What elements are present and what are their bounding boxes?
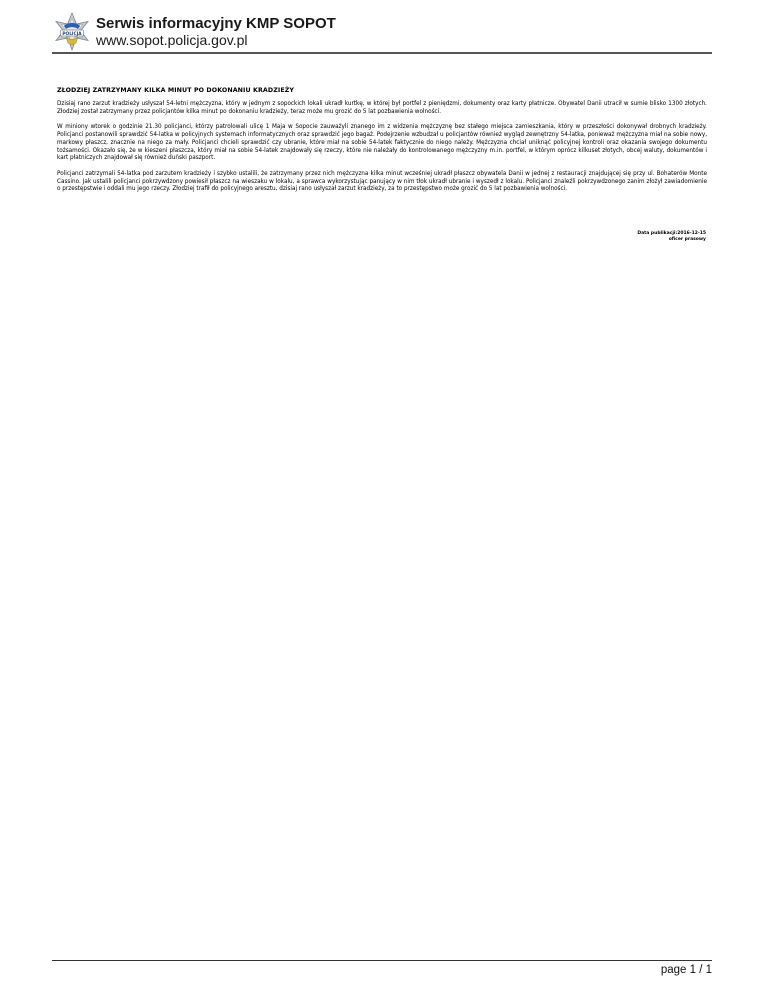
site-header bbox=[52, 12, 712, 52]
header-divider bbox=[52, 52, 712, 54]
publication-meta bbox=[637, 231, 706, 243]
article-paragraph: Policjanci zatrzymali 54-latka pod zarzutem kradzieży i szybko ustalili, że zatrzymany przez nich mężczyzna kilka minut wcześniej ukradł płaszcz obywatela Danii w jednej z restauracji znajdującej się przy ul. Bohaterów Monte Cassino. Jak ustalili policjanci pokrzywdzony powiesił płaszcz na wieszaku w lokalu, a sprawca wykorzystując panujący w nim tłok ukradł ubranie i wyszedł z lokalu. Policjanci znaleźli pokrzywdzonego zanim złożył zawiadomienie o przestępstwie i oddali mu jego rzeczy. Złodziej trafił do policyjnego aresztu, dzisiaj rano usłyszał zarzut kradzieży, za to przestępstwo może grozić do 5 lat pozbawienia wolności. bbox=[57, 170, 707, 193]
site-url[interactable]: www.sopot.policja.gov.pl bbox=[96, 32, 248, 48]
article-title: ZŁODZIEJ ZATRZYMANY KILKA MINUT PO DOKONANIU KRADZIEŻY bbox=[57, 87, 295, 94]
police-star-badge-icon bbox=[52, 12, 92, 52]
svg-text:POLICJA: POLICJA bbox=[62, 31, 82, 37]
footer-divider bbox=[52, 960, 712, 961]
author: oficer prasowy bbox=[668, 237, 706, 242]
article-paragraph: W miniony wtorek o godzinie 21.30 policjanci, którzy patrolowali ulicę 1 Maja w Sopocie zauważyli znanego im z widzenia mężczyznę bez stałego miejsca zamieszkania, który w przeszłości dokonywał drobnych kradzieży. Policjanci postanowili sprawdzić 54-latka w policyjnych systemach informatycznych oraz sprawdzić jego bagaż. Podejrzenie wzbudzał u policjantów również wygląd zewnętrzny 54-latka, ponieważ mężczyzna miał na sobie nowy, markowy płaszcz, znacznie na niego za mały. Policjanci chcieli sprawdzić czy ubranie, które miał na sobie 54-latek faktycznie do niego należy. Mężczyzna chciał uniknąć policyjnej kontroli oraz okazania swojego dokumentu tożsamości. Okazało się, że w kieszeni płaszcza, który miał na sobie 54-latek znajdowały się rzeczy, które nie należały do kontrolowanego mężczyzny m.in. portfel, w którym oprócz kilkuset złotych, obcej waluty, dokumentów i kart płatniczych znajdował się również duński paszport. bbox=[57, 124, 707, 162]
page-number: page 1 / 1 bbox=[660, 964, 712, 976]
article-paragraph: Dzisiaj rano zarzut kradzieży usłyszał 54-letni mężczyzna, który w jednym z sopockich lokali ukradł kurtkę, w której był portfel z pieniędzmi, dokumenty oraz karty płatnicze. Obywatel Danii utracił w sumie blisko 1300 złotych. Złodziej został zatrzymany przez policjantów kilka minut po dokonaniu kradzieży, teraz może mu grozić do 5 lat pozbawienia wolności. bbox=[57, 101, 707, 115]
site-title: Serwis informacyjny KMP SOPOT bbox=[96, 15, 336, 32]
article bbox=[57, 87, 707, 202]
publication-date: Data publikacji:2016-12-15 bbox=[637, 231, 706, 236]
